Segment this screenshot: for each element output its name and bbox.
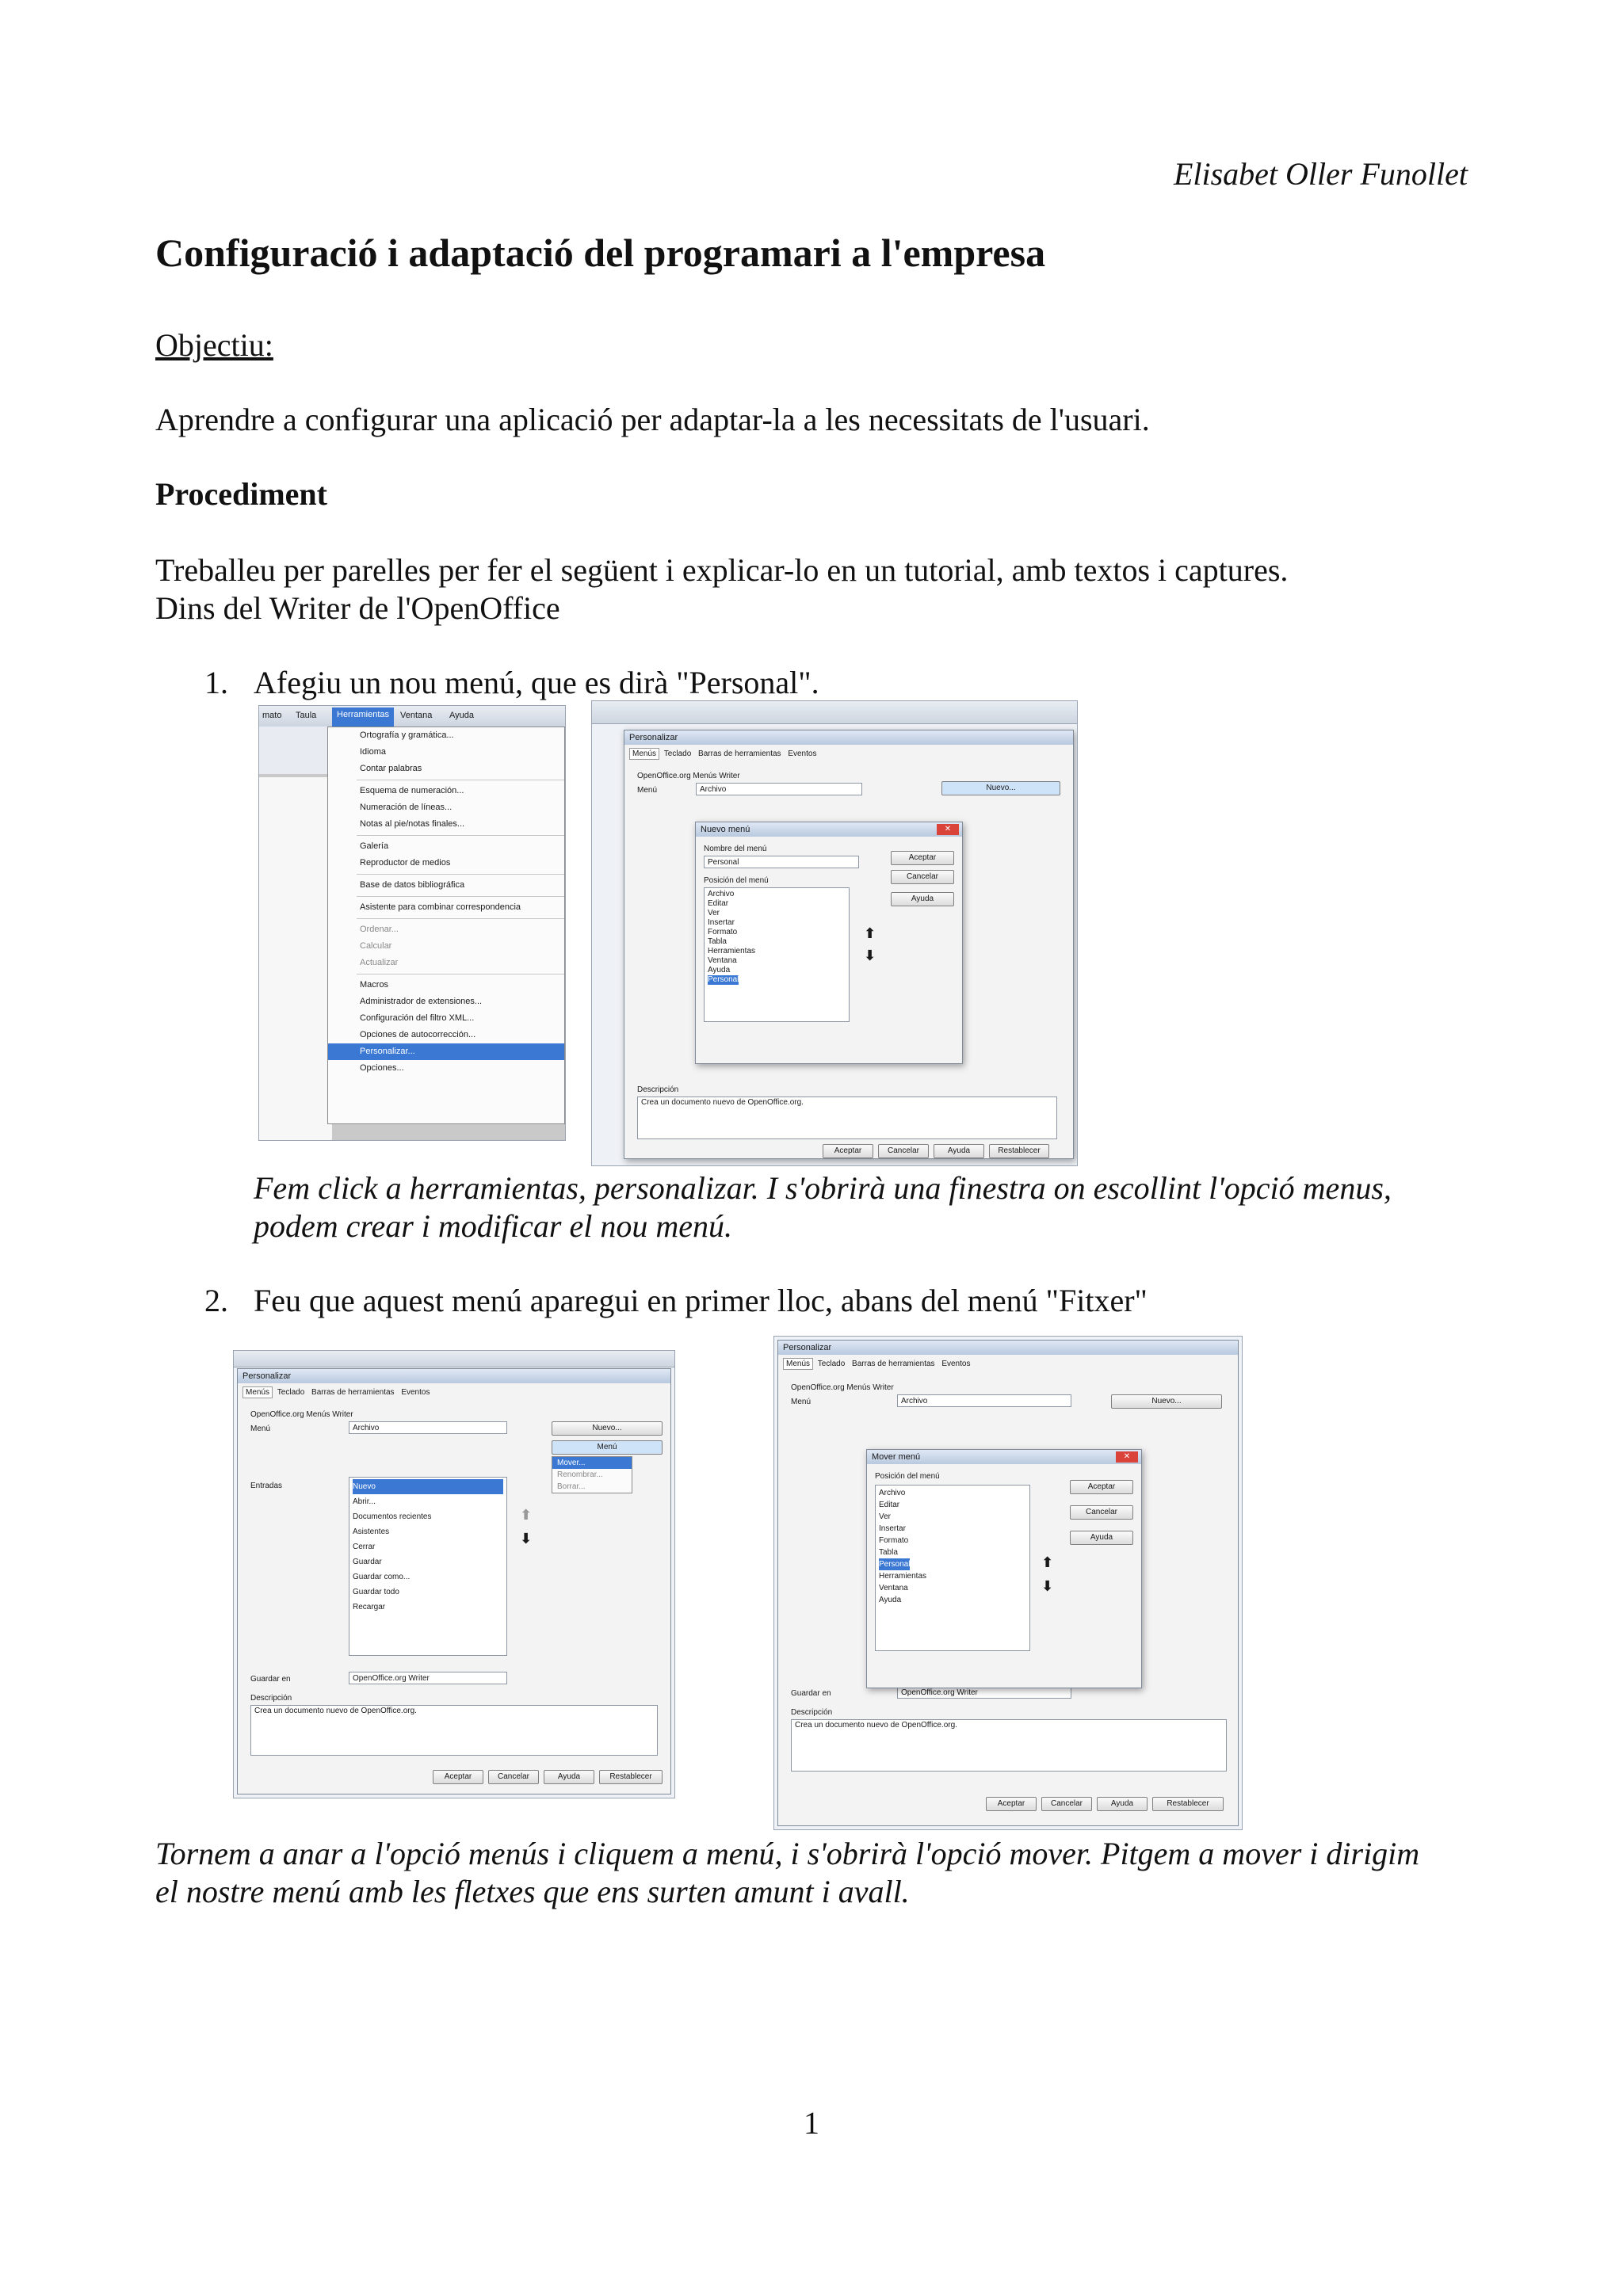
menu-item: Calcular [360,941,392,951]
close-icon: ✕ [1116,1451,1138,1463]
description-label: Descripción [791,1708,833,1717]
dialog-help-button: Ayuda [891,892,954,906]
step-1-caption-line-1: Fem click a herramientas, personalizar. I s'obrirà una finestra on escollint l'opció menus, [254,1170,1392,1206]
tab-events: Eventos [788,749,817,758]
new-button: Nuevo... [941,781,1060,795]
menu-item: Reproductor de medios [360,858,451,868]
menu-item: Opciones de autocorrección... [360,1030,476,1039]
menu-item: Galería [360,841,389,851]
menu-separator [357,874,564,875]
dialog-cancel-button: Cancelar [891,870,954,884]
menu-item: Idioma [360,747,387,757]
toolbar-stub [259,727,332,774]
list-item-selected: Personal [879,1560,911,1569]
step-2-caption-line-2: el nostre menú amb les fletxes que ens surten amunt i avall. [155,1874,910,1909]
menu-item: Esquema de numeración... [360,786,464,795]
list-item: Archivo [879,1489,906,1497]
step-2-number: 2. [204,1283,228,1318]
description-box: Crea un documento nuevo de OpenOffice.org. [637,1097,1057,1139]
entries-list [349,1477,507,1656]
menu-label: Menú [250,1425,271,1433]
document-area [259,777,332,1140]
description-box: Crea un documento nuevo de OpenOffice.org. [250,1705,658,1756]
cancel-button: Cancelar [1041,1797,1092,1811]
menubar [259,706,565,727]
ok-button: Aceptar [433,1770,483,1784]
arrow-up-icon: ⬆ [520,1507,533,1523]
menu-item: Ortografía y gramática... [360,730,454,740]
menu-item: Actualizar [360,958,399,967]
list-item: Ventana [708,956,737,965]
dropdown-item-move: Mover... [552,1457,632,1469]
list-item: Herramientas [708,947,756,955]
menubar-item: Ayuda [449,711,474,720]
dropdown-item-rename: Renombrar... [557,1470,603,1479]
dialog-title: Mover menú [867,1450,1141,1464]
new-button: Nuevo... [1111,1394,1222,1409]
arrow-down-icon: ⬇ [1041,1578,1054,1594]
menu-button-dropdown [552,1456,632,1493]
menu-separator [357,896,564,897]
arrow-up-icon: ⬆ [864,925,876,941]
list-item: Ver [879,1512,892,1521]
list-item: Insertar [879,1524,906,1533]
help-button: Ayuda [934,1144,984,1158]
name-input: Personal [704,856,859,868]
step-1-number: 1. [204,665,228,700]
list-item: Cerrar [353,1543,376,1551]
list-item: Herramientas [879,1572,927,1581]
arrow-down-icon: ⬇ [520,1531,533,1547]
window-title: Personalizar [238,1369,670,1383]
list-item-selected: Nuevo [353,1479,503,1494]
tab-keyboard: Teclado [277,1388,305,1397]
list-item: Ventana [879,1584,908,1592]
procedure-line-1: Treballeu per parelles per fer el següent i explicar-lo en un tutorial, amb textos i captures. [155,552,1289,588]
section-label: OpenOffice.org Menús Writer [791,1383,894,1392]
entries-label: Entradas [250,1482,283,1490]
tab-events: Eventos [941,1360,971,1368]
step-1-caption-line-2: podem crear i modificar el nou menú. [254,1208,732,1244]
help-button: Ayuda [544,1770,594,1784]
menu-item: Base de datos bibliográfica [360,880,465,890]
document-title: Configuració i adaptació del programari a l'empresa [155,231,1046,275]
menu-select: Archivo [349,1421,507,1434]
section-label: OpenOffice.org Menús Writer [637,772,740,780]
customize-window [237,1368,671,1794]
list-item: Formato [708,928,738,936]
ok-button: Aceptar [823,1144,873,1158]
ok-button: Aceptar [986,1797,1037,1811]
save-in-select: OpenOffice.org Writer [349,1672,507,1684]
tab-toolbars: Barras de herramientas [852,1360,935,1368]
list-item: Insertar [708,918,735,927]
step-2-caption-line-1: Tornem a anar a l'opció menús i cliquem a menú, i s'obrirà l'opció mover. Pitgem a mover i dirigim [155,1836,1420,1871]
list-item: Documentos recientes [353,1512,432,1521]
menu-item: Opciones... [360,1063,404,1073]
list-item: Archivo [708,890,735,898]
list-item: Guardar todo [353,1588,399,1596]
tools-dropdown [327,727,565,1124]
screenshot-new-menu [591,700,1078,1166]
screenshot-menu-dropdown [233,1350,675,1798]
cancel-button: Cancelar [488,1770,539,1784]
window-title: Personalizar [778,1341,1238,1355]
menu-item: Contar palabras [360,764,422,773]
toolbar-stub [234,1351,674,1367]
menu-item: Ordenar... [360,925,399,934]
menu-item: Macros [360,980,389,990]
menu-item: Configuración del filtro XML... [360,1013,475,1023]
menu-separator [357,835,564,836]
menu-item: Asistente para combinar correspondencia [360,902,521,912]
close-icon: ✕ [937,824,959,835]
list-item: Editar [708,899,729,908]
tab-keyboard: Teclado [817,1360,846,1368]
dialog-ok-button: Aceptar [1070,1480,1133,1494]
tab-toolbars: Barras de herramientas [698,749,781,758]
tab-strip [629,749,819,758]
author-name: Elisabet Oller Funollet [1173,156,1468,192]
dialog-ok-button: Aceptar [891,851,954,865]
tab-menus: Menús [783,1358,813,1370]
menubar-item-active: Herramientas [332,707,394,728]
screenshot-move-menu [773,1336,1243,1830]
position-label: Posición del menú [704,876,769,885]
dialog-cancel-button: Cancelar [1070,1505,1133,1520]
list-item: Editar [879,1501,900,1509]
arrow-down-icon: ⬇ [864,948,876,963]
menu-select: Archivo [696,783,862,795]
tab-toolbars: Barras de herramientas [311,1388,395,1397]
menu-item: Numeración de líneas... [360,803,453,812]
help-button: Ayuda [1097,1797,1148,1811]
menu-label: Menú [637,786,658,795]
description-label: Descripción [250,1694,292,1703]
procedure-line-2: Dins del Writer de l'OpenOffice [155,590,560,626]
menu-button: Menú [552,1440,663,1455]
new-menu-dialog [695,822,963,1064]
list-item: Ayuda [708,966,731,974]
list-item: Tabla [879,1548,898,1557]
tab-strip [783,1360,972,1368]
list-item-selected: Personal [708,975,739,984]
position-list [875,1485,1030,1651]
tab-strip [242,1388,432,1397]
list-item: Recargar [353,1603,386,1611]
step-2-text: Feu que aquest menú aparegui en primer lloc, abans del menú "Fitxer" [254,1283,1148,1318]
list-item: Tabla [708,937,727,946]
position-label: Posición del menú [875,1472,940,1481]
reset-button: Restablecer [599,1770,663,1784]
menubar-item: Taula [296,711,317,720]
menu-item: Administrador de extensiones... [360,997,483,1006]
menu-select: Archivo [897,1394,1071,1407]
save-in-label: Guardar en [250,1675,291,1684]
section-label: OpenOffice.org Menús Writer [250,1410,353,1419]
description-label: Descripción [637,1085,679,1094]
window-title: Personalizar [624,730,1073,745]
menu-item-selected: Personalizar... [328,1043,564,1060]
menu-label: Menú [791,1398,812,1406]
dialog-title: Nuevo menú [696,822,962,837]
move-menu-dialog [866,1449,1142,1688]
dialog-help-button: Ayuda [1070,1531,1133,1545]
screenshot-tools-menu [258,705,566,1141]
reset-button: Restablecer [989,1144,1049,1158]
list-item: Ver [708,909,720,917]
menu-separator [357,918,564,919]
list-item: Ayuda [879,1596,902,1604]
menubar-item: mato [262,711,282,720]
description-box: Crea un documento nuevo de OpenOffice.org. [791,1719,1227,1772]
objective-heading: Objectiu: [155,327,273,363]
list-item: Asistentes [353,1527,390,1536]
page-number: 1 [804,2105,819,2141]
new-button: Nuevo... [552,1421,663,1436]
position-list [704,887,850,1022]
step-1-text: Afegiu un nou menú, que es dirà "Personal". [254,665,819,700]
objective-text: Aprendre a configurar una aplicació per adaptar-la a les necessitats de l'usuari. [155,402,1150,437]
tab-keyboard: Teclado [663,749,692,758]
dropdown-item-delete: Borrar... [557,1482,586,1491]
list-item: Formato [879,1536,909,1545]
tab-menus: Menús [629,748,659,760]
list-item: Abrir... [353,1497,376,1506]
cancel-button: Cancelar [878,1144,929,1158]
tab-menus: Menús [242,1386,273,1398]
tab-events: Eventos [401,1388,430,1397]
menubar-item: Ventana [400,711,433,720]
menu-item: Notas al pie/notas finales... [360,819,465,829]
procedure-heading: Procediment [155,476,327,512]
list-item: Guardar como... [353,1573,411,1581]
list-item: Guardar [353,1558,382,1566]
save-in-label: Guardar en [791,1689,831,1698]
reset-button: Restablecer [1152,1797,1224,1811]
save-in-select: OpenOffice.org Writer [897,1686,1071,1699]
name-label: Nombre del menú [704,845,767,853]
toolbar-stub [592,701,1077,724]
arrow-up-icon: ⬆ [1041,1554,1054,1570]
